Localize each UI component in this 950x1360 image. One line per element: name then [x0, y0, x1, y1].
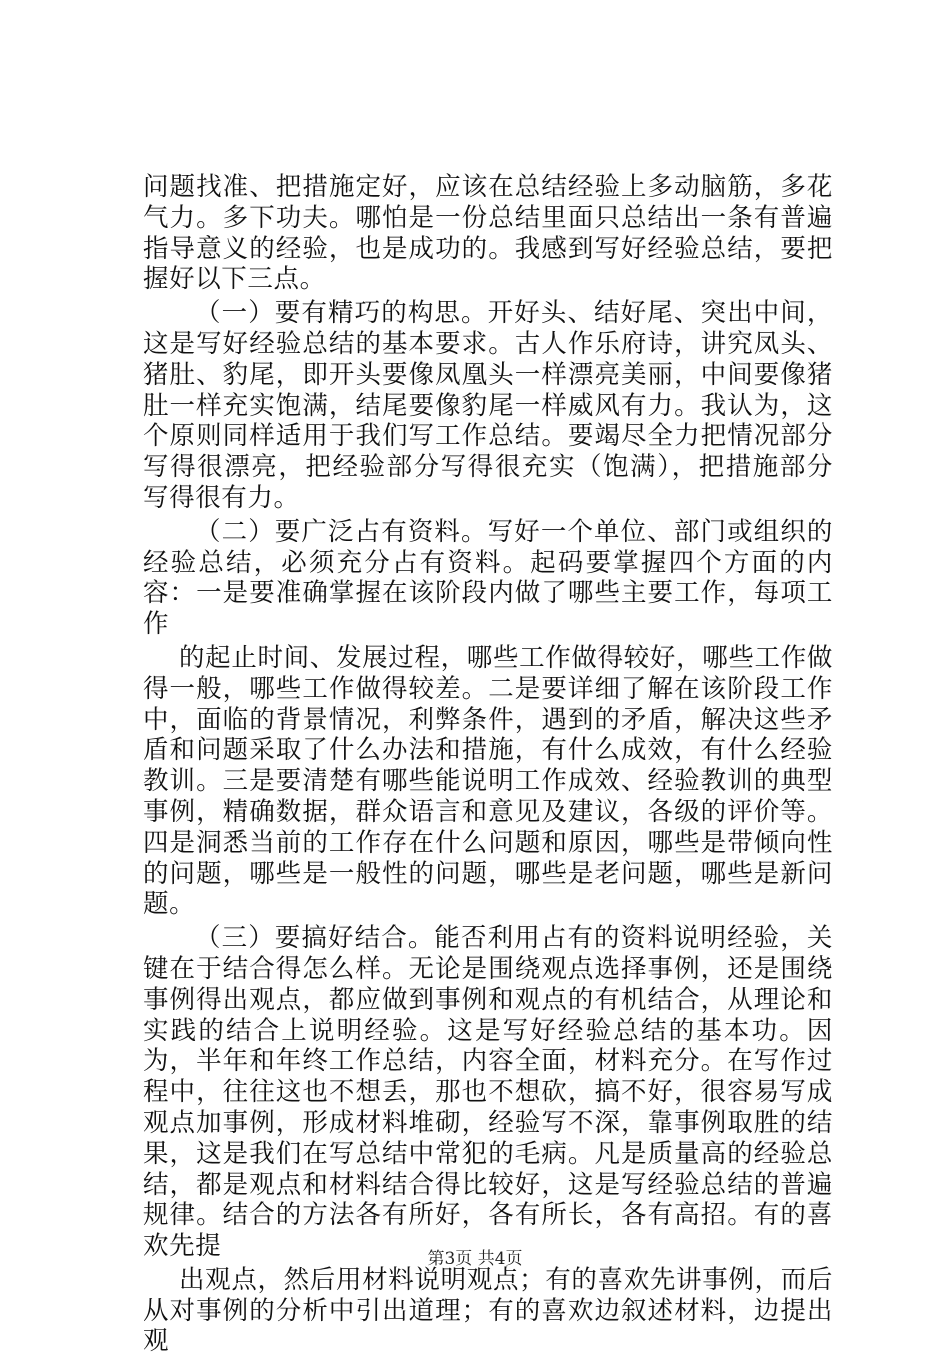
- paragraph-section-one: （一）要有精巧的构思。开好头、结好尾、突出中间，这是写好经验总结的基本要求。古人作乐府诗，讲究凤头、猪肚、豹尾，即开头要像凤凰头一样漂亮美丽，中间要像猪肚一样充实饱满，结尾要像豹尾一样威风有力。我认为，这个原则同样适用于我们写工作总结。要竭尽全力把情况部分写得很漂亮，把经验部分写得很充实（饱满），把措施部分写得很有力。: [143, 298, 833, 513]
- document-body: [143, 172, 833, 1360]
- paragraph-section-two: （二）要广泛占有资料。写好一个单位、部门或组织的经验总结，必须充分占有资料。起码要掌握四个方面的内容：一是要准确掌握在该阶段内做了哪些主要工作，每项工作: [143, 516, 833, 640]
- paragraph-section-three-continued: 出观点，然后用材料说明观点；有的喜欢先讲事例，而后从对事例的分析中引出道理；有的喜欢边叙述材料，边提出观: [143, 1264, 833, 1357]
- paragraph-section-two-continued: 的起止时间、发展过程，哪些工作做得较好，哪些工作做得一般，哪些工作做得较差。二是要详细了解在该阶段工作中，面临的背景情况，利弊条件，遇到的矛盾，解决这些矛盾和问题采取了什么办法和措施，有什么成效，有什么经验教训。三是要清楚有哪些能说明工作成效、经验教训的典型事例，精确数据，群众语言和意见及建议，各级的评价等。四是洞悉当前的工作存在什么问题和原因，哪些是带倾向性的问题，哪些是一般性的问题，哪些是老问题，哪些是新问题。: [143, 642, 833, 920]
- paragraph-intro-continuation: 问题找准、把措施定好，应该在总结经验上多动脑筋，多花气力。多下功夫。哪怕是一份总结里面只总结出一条有普遍指导意义的经验，也是成功的。我感到写好经验总结，要把握好以下三点。: [143, 172, 833, 295]
- page-number-footer: 第3页 共4页: [427, 1249, 523, 1269]
- paragraph-section-three: （三）要搞好结合。能否利用占有的资料说明经验，关键在于结合得怎么样。无论是围绕观点选择事例，还是围绕事例得出观点，都应做到事例和观点的有机结合，从理论和实践的结合上说明经验。这是写好经验总结的基本功。因为，半年和年终工作总结，内容全面，材料充分。在写作过程中，往往这也不想丢，那也不想砍，搞不好，很容易写成观点加事例，形成材料堆砌，经验写不深，靠事例取胜的结果，这是我们在写总结中常犯的毛病。凡是质量高的经验总结，都是观点和材料结合得比较好，这是写经验总结的普遍规律。结合的方法各有所好，各有所长，各有高招。有的喜欢先提: [143, 923, 833, 1262]
